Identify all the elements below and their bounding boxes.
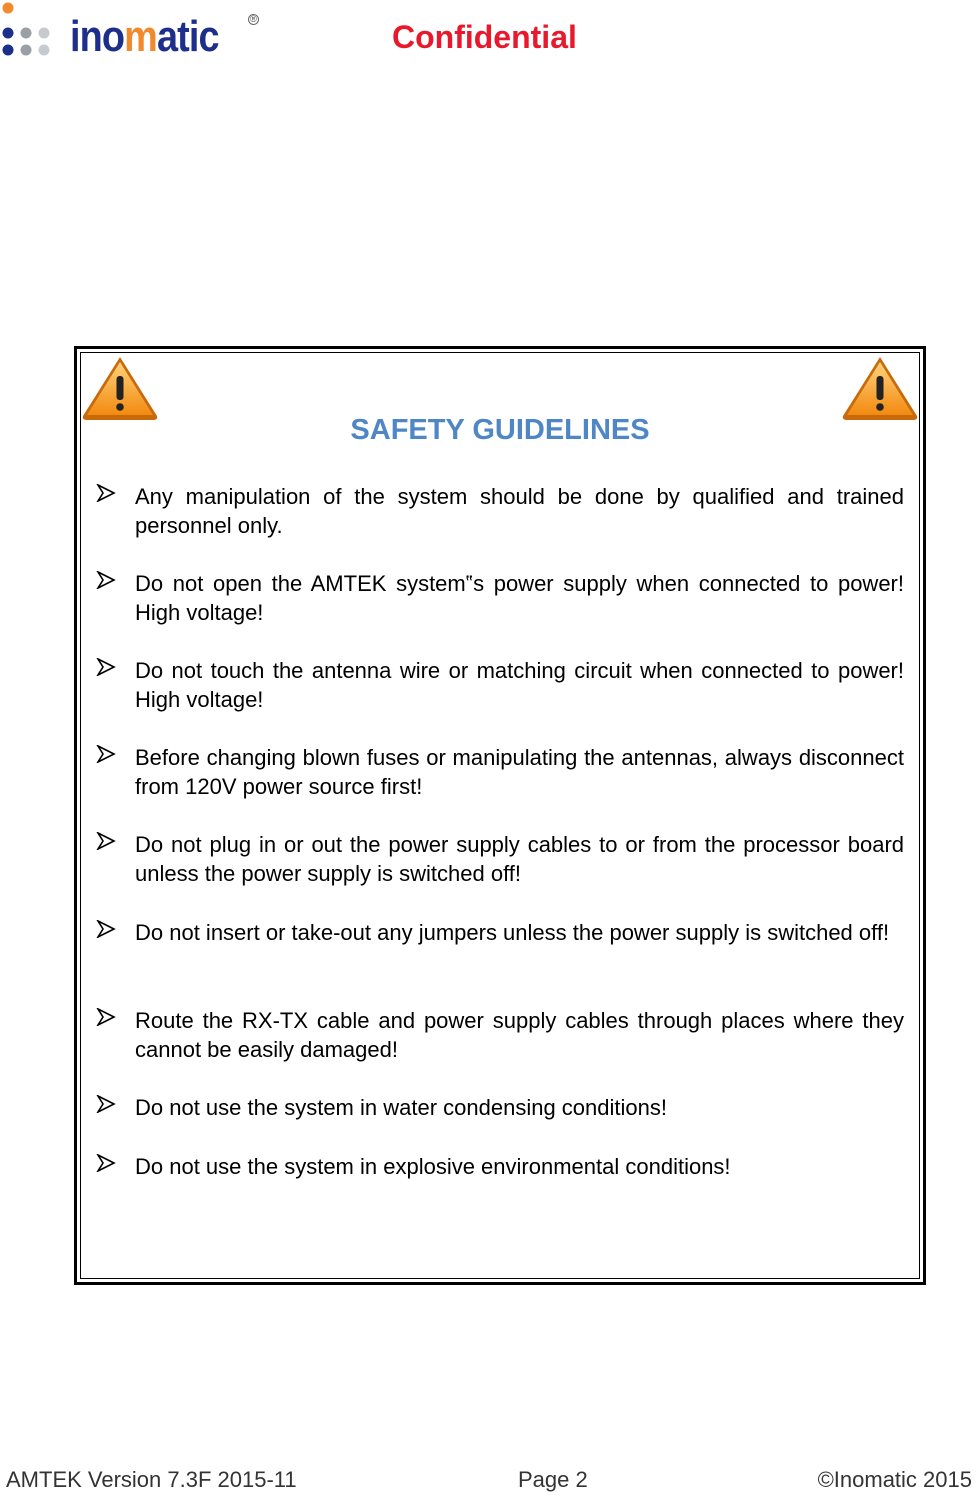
guideline-item bbox=[96, 656, 904, 714]
guideline-item bbox=[96, 743, 904, 801]
inomatic-logo bbox=[0, 0, 270, 66]
guideline-text: Do not plug in or out the power supply cables to or from the processor board unless the power supply is switched off! bbox=[135, 832, 904, 886]
guideline-text: Do not insert or take-out any jumpers unless the power supply is switched off! bbox=[135, 920, 890, 945]
footer-page-number: Page 2 bbox=[518, 1467, 588, 1492]
logo-word-part-1: ino bbox=[70, 12, 125, 61]
guideline-item bbox=[96, 830, 904, 888]
arrowhead-bullet-icon bbox=[96, 1154, 116, 1172]
guideline-text: Do not open the AMTEK system‟s power supply when connected to power! High voltage! bbox=[135, 571, 904, 625]
footer-version: AMTEK Version 7.3F 2015-11 bbox=[6, 1467, 297, 1492]
guideline-item bbox=[96, 918, 904, 947]
registered-mark-icon: ® bbox=[248, 14, 259, 25]
logo-dots-icon bbox=[0, 0, 70, 66]
guideline-item bbox=[96, 569, 904, 627]
guideline-item bbox=[96, 1006, 904, 1064]
guideline-text: Route the RX-TX cable and power supply cables through places where they cannot be easily damaged! bbox=[135, 1008, 904, 1062]
guideline-item bbox=[96, 1093, 904, 1122]
logo-word-part-3: atic bbox=[156, 12, 219, 61]
arrowhead-bullet-icon bbox=[96, 484, 116, 502]
footer-copyright: ©Inomatic 2015 bbox=[817, 1467, 972, 1492]
logo-word-part-2: m bbox=[124, 12, 157, 61]
guideline-text: Any manipulation of the system should be done by qualified and trained personnel only. bbox=[135, 484, 904, 538]
guideline-item bbox=[96, 1152, 904, 1181]
arrowhead-bullet-icon bbox=[96, 745, 116, 763]
arrowhead-bullet-icon bbox=[96, 920, 116, 938]
arrowhead-bullet-icon bbox=[96, 571, 116, 589]
logo-wordmark bbox=[70, 12, 219, 62]
guideline-text: Before changing blown fuses or manipulating the antennas, always disconnect from 120V power source first! bbox=[135, 745, 904, 799]
arrowhead-bullet-icon bbox=[96, 1008, 116, 1026]
guideline-text: Do not use the system in explosive environmental conditions! bbox=[135, 1154, 731, 1179]
guideline-text: Do not touch the antenna wire or matching circuit when connected to power! High voltage! bbox=[135, 658, 904, 712]
guideline-text: Do not use the system in water condensing conditions! bbox=[135, 1095, 667, 1120]
arrowhead-bullet-icon bbox=[96, 832, 116, 850]
guideline-item bbox=[96, 482, 904, 540]
safety-title: SAFETY GUIDELINES bbox=[350, 414, 650, 446]
arrowhead-bullet-icon bbox=[96, 658, 116, 676]
confidential-label: Confidential bbox=[392, 19, 577, 55]
arrowhead-bullet-icon bbox=[96, 1095, 116, 1113]
